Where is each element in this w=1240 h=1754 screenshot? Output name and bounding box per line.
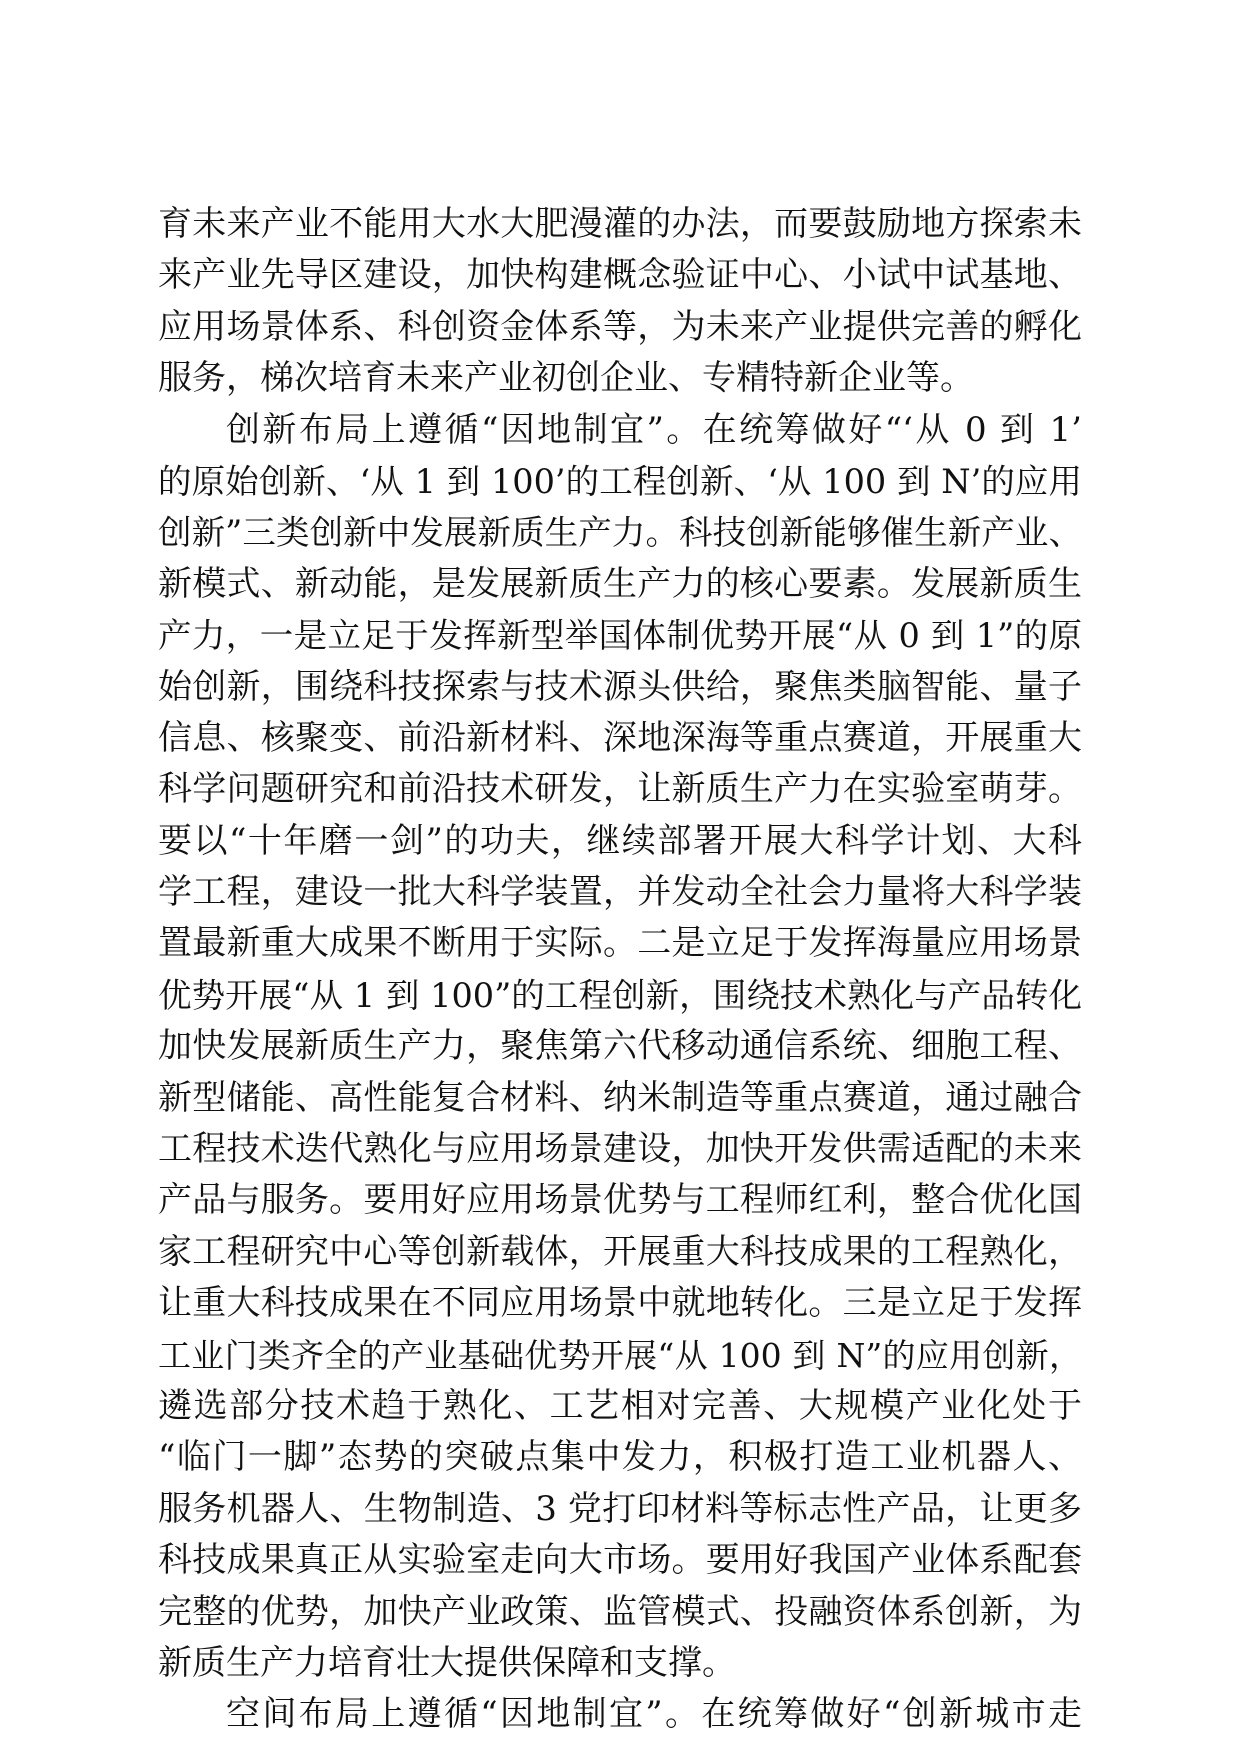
text-line: 优势开展“从 1 到 100”的工程创新，围绕技术熟化与产品转化 bbox=[158, 975, 1082, 1015]
text-line: 创新”三类创新中发展新质生产力。科技创新能够催生新产业、 bbox=[158, 513, 1082, 553]
text-line: 应用场景体系、科创资金体系等，为未来产业提供完善的孵化 bbox=[158, 306, 1082, 347]
text-line: 完整的优势，加快产业政策、监管模式、投融资体系创新，为 bbox=[158, 1591, 1082, 1632]
text-line: 的原始创新、‘从 1 到 100’的工程创新、‘从 100 到 N’的应用 bbox=[158, 461, 1082, 501]
text-line: 置最新重大成果不断用于实际。二是立足于发挥海量应用场景 bbox=[158, 923, 1082, 964]
text-line: 学工程，建设一批大科学装置，并发动全社会力量将大科学装 bbox=[158, 872, 1082, 913]
text-line: 新质生产力培育壮大提供保障和支撑。 bbox=[158, 1642, 736, 1683]
text-line: 服务，梯次培育未来产业初创企业、专精特新企业等。 bbox=[158, 358, 974, 399]
text-line: 新型储能、高性能复合材料、纳米制造等重点赛道，通过融合 bbox=[158, 1077, 1082, 1118]
text-line: 创新布局上遵循“因地制宜”。在统筹做好“‘从 0 到 1’ bbox=[226, 409, 1082, 450]
text-line: 加快发展新质生产力，聚焦第六代移动通信系统、细胞工程、 bbox=[158, 1026, 1082, 1067]
text-line: 工业门类齐全的产业基础优势开展“从 100 到 N”的应用创新， bbox=[158, 1335, 1082, 1375]
text-line: 产品与服务。要用好应用场景优势与工程师红利，整合优化国 bbox=[158, 1180, 1082, 1221]
text-line: 育未来产业不能用大水大肥漫灌的办法，而要鼓励地方探索未 bbox=[158, 204, 1082, 244]
text-line: 来产业先导区建设，加快构建概念验证中心、小试中试基地、 bbox=[158, 255, 1082, 296]
paragraph-2 bbox=[158, 405, 1082, 1690]
text-line: 科学问题研究和前沿技术研发，让新质生产力在实验室萌芽。 bbox=[158, 769, 1082, 810]
paragraph-3 bbox=[158, 1689, 1082, 1740]
text-line: 科技成果真正从实验室走向大市场。要用好我国产业体系配套 bbox=[158, 1540, 1082, 1581]
text-line: “临门一脚”态势的突破点集中发力，积极打造工业机器人、 bbox=[158, 1437, 1082, 1478]
text-line: 始创新，围绕科技探索与技术源头供给，聚焦类脑智能、量子 bbox=[158, 666, 1082, 707]
text-line: 产力，一是立足于发挥新型举国体制优势开展“从 0 到 1”的原 bbox=[158, 616, 1082, 656]
text-line: 家工程研究中心等创新载体，开展重大科技成果的工程熟化， bbox=[158, 1231, 1082, 1272]
text-line: 遴选部分技术趋于熟化、工艺相对完善、大规模产业化处于 bbox=[158, 1385, 1082, 1426]
text-line: 工程技术迭代熟化与应用场景建设，加快开发供需适配的未来 bbox=[158, 1129, 1082, 1170]
text-line: 服务机器人、生物制造、3 党打印材料等标志性产品，让更多 bbox=[158, 1488, 1082, 1529]
text-line: 信息、核聚变、前沿新材料、深地深海等重点赛道，开展重大 bbox=[158, 717, 1082, 758]
text-line: 空间布局上遵循“因地制宜”。在统筹做好“创新城市走 bbox=[226, 1694, 1082, 1735]
text-line: 新模式、新动能，是发展新质生产力的核心要素。发展新质生 bbox=[158, 563, 1082, 604]
text-line: 要以“十年磨一剑”的功夫，继续部署开展大科学计划、大科 bbox=[158, 820, 1082, 861]
text-line: 让重大科技成果在不同应用场景中就地转化。三是立足于发挥 bbox=[158, 1283, 1082, 1324]
document-body bbox=[158, 199, 1082, 1741]
paragraph-1 bbox=[158, 199, 1082, 405]
